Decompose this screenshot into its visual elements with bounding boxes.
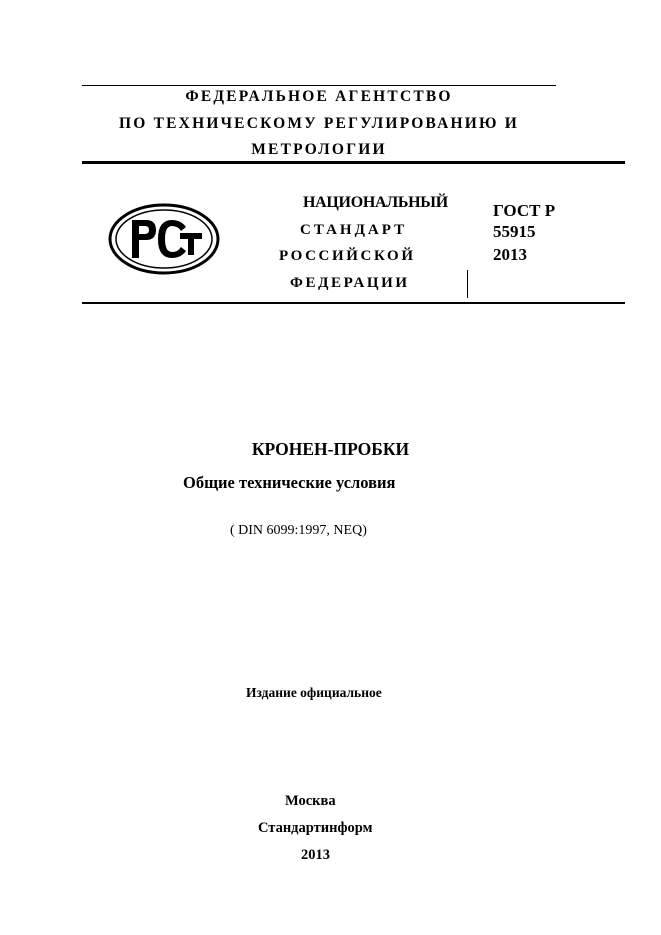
agency-line-2: ПО ТЕХНИЧЕСКОМУ РЕГУЛИРОВАНИЮ И (119, 115, 519, 132)
document-title: КРОНЕН-ПРОБКИ (251, 439, 410, 459)
standard-type-line-4: ФЕДЕРАЦИИ (290, 275, 410, 291)
header-top-rule (82, 85, 556, 86)
designation-prefix: ГОСТ Р (493, 201, 556, 220)
imprint-year: 2013 (301, 847, 330, 863)
header-bottom-rule (82, 302, 625, 304)
designation-divider (467, 270, 468, 298)
agency-line-3: МЕТРОЛОГИИ (251, 141, 387, 158)
designation-year: 2013 (493, 245, 527, 264)
agency-line-1: ФЕДЕРАЛЬНОЕ АГЕНТСТВО (185, 88, 453, 105)
reference-standard: ( DIN 6099:1997, NEQ) (230, 523, 367, 538)
rst-logo-icon (108, 203, 220, 275)
header-thick-rule (82, 161, 625, 164)
designation-number: 55915 (493, 222, 536, 241)
imprint-city: Москва (285, 793, 336, 809)
imprint-publisher: Стандартинформ (258, 820, 373, 836)
edition-note: Издание официальное (246, 685, 382, 700)
standard-type-line-2: СТАНДАРТ (300, 222, 408, 238)
standard-type-line-3: РОССИЙСКОЙ (279, 248, 416, 264)
document-subtitle: Общие технические условия (183, 473, 396, 492)
standard-type-line-1: НАЦИОНАЛЬНЫЙ (303, 194, 448, 211)
